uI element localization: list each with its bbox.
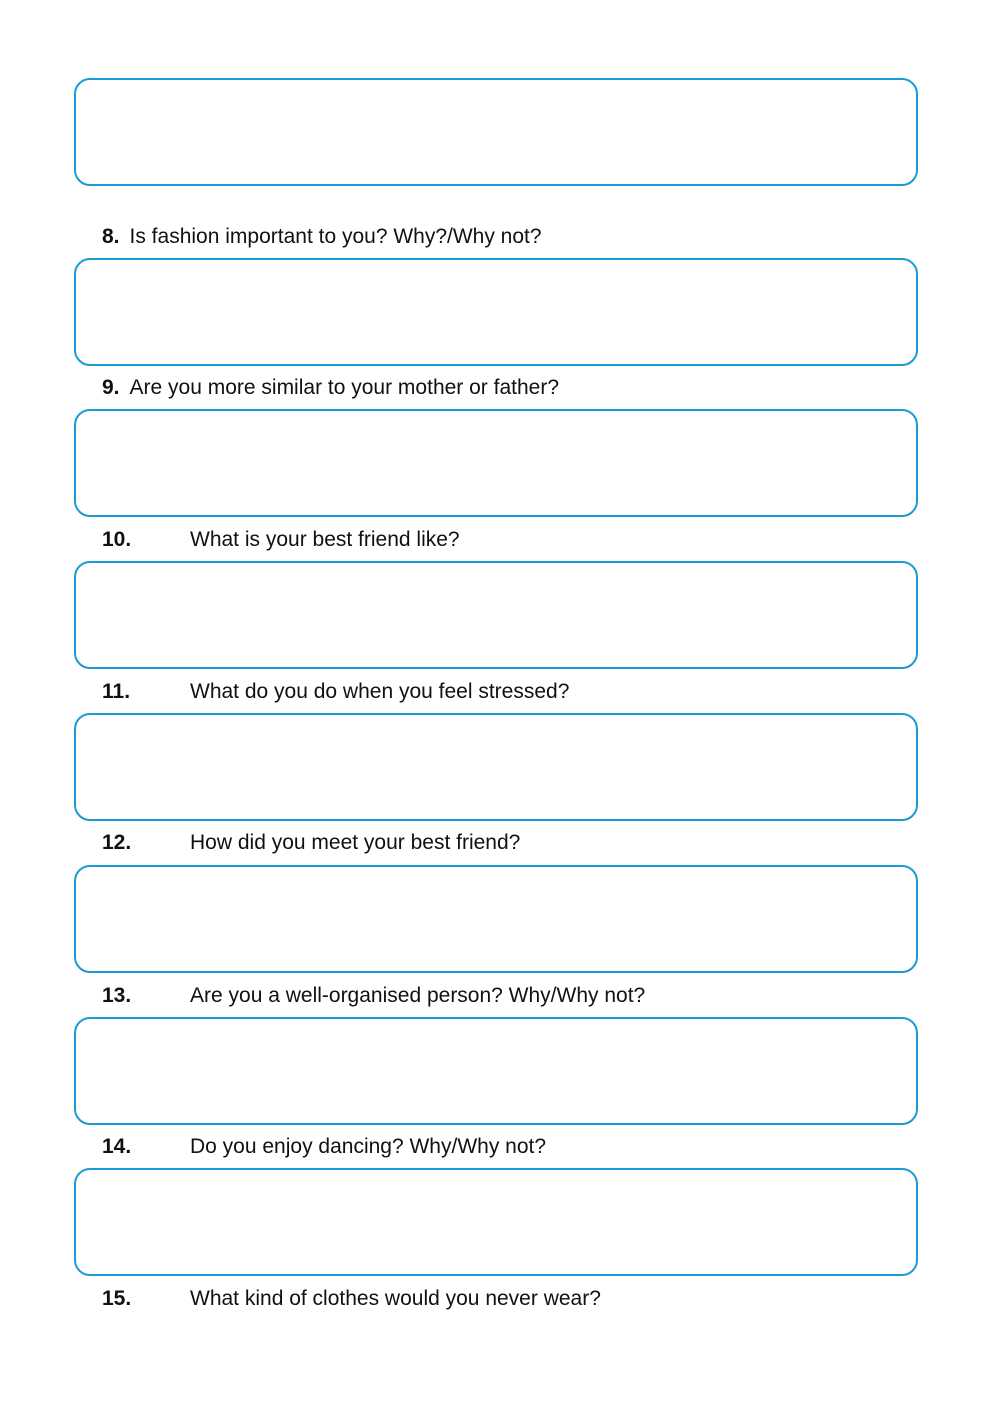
question-text: What is your best friend like? [190,528,460,551]
question-number: 14. [102,1135,132,1158]
question-13 [102,983,645,1009]
answer-box-13[interactable] [74,1017,918,1125]
question-14 [102,1134,546,1160]
question-number: 11. [102,680,131,703]
question-text: How did you meet your best friend? [190,831,521,854]
question-number: 10. [102,528,132,551]
question-text: What do you do when you feel stressed? [190,680,570,703]
question-8 [102,224,542,250]
question-number: 8. [102,225,120,248]
answer-box-14[interactable] [74,1168,918,1276]
question-text: Is fashion important to you? Why?/Why not? [129,225,542,248]
question-11 [102,679,569,705]
question-text: What kind of clothes would you never wear? [190,1287,601,1310]
question-text: Are you a well-organised person? Why/Why not? [190,984,646,1007]
question-text: Do you enjoy dancing? Why/Why not? [190,1135,547,1158]
question-15 [102,1286,601,1312]
answer-box-7[interactable] [74,78,918,186]
answer-box-12[interactable] [74,865,918,973]
answer-box-11[interactable] [74,713,918,821]
answer-box-9[interactable] [74,409,918,517]
answer-box-10[interactable] [74,561,918,669]
answer-box-8[interactable] [74,258,918,366]
question-12 [102,830,520,856]
question-number: 12. [102,831,132,854]
question-text: Are you more similar to your mother or father? [129,376,560,399]
question-10 [102,527,460,553]
question-number: 15. [102,1287,132,1310]
question-number: 13. [102,984,132,1007]
question-9 [102,375,559,401]
question-number: 9. [102,376,120,399]
